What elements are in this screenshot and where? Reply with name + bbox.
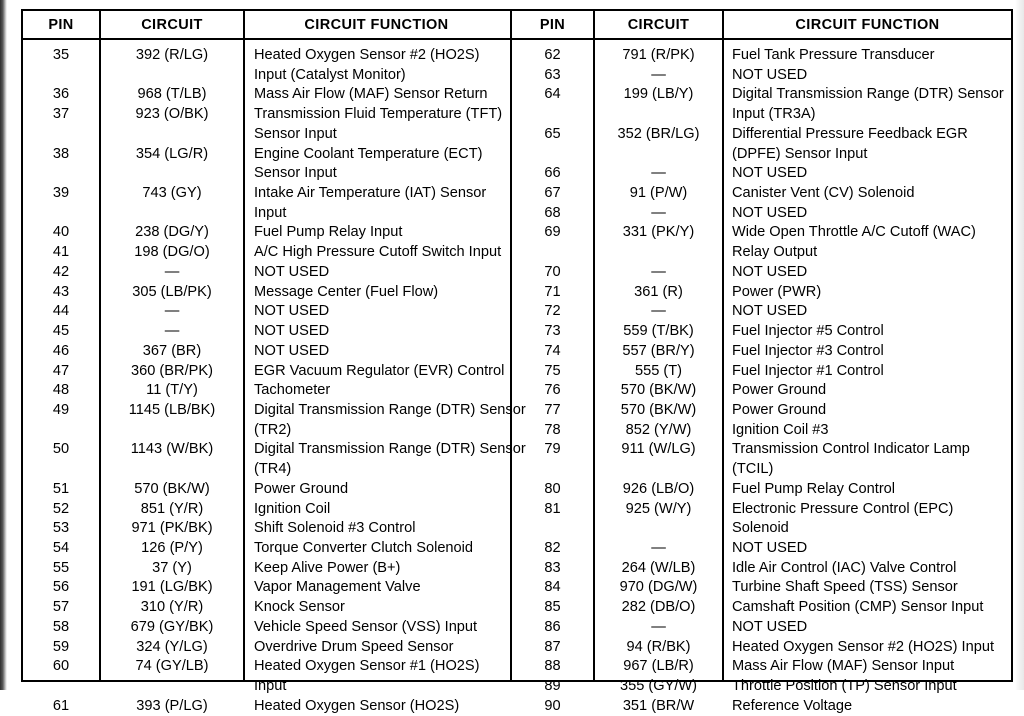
cell-pin: 74 [544,342,561,359]
column-header-circuit-right: CIRCUIT [593,11,722,38]
table-header-row-right [512,11,1011,40]
cell-circuit-function: Message Center (Fuel Flow) [254,283,439,300]
cell-pin: 73 [544,323,561,340]
cell-circuit-function: Input [254,204,287,221]
cell-circuit [101,421,243,441]
cell-pin: 71 [544,283,561,300]
cell-circuit-function: Shift Solenoid #3 Control [254,520,416,537]
cell-pin: 37 [52,106,70,123]
cell-pin: 64 [544,86,561,103]
cell-circuit [101,125,243,145]
cell-pin: 66 [544,165,561,182]
cell-circuit-function: NOT USED [732,66,808,83]
cell-pin: 62 [544,47,561,63]
cell-circuit-function: Tachometer [254,382,331,399]
cell-circuit: 559 (T/BK) [623,323,694,340]
cell-pin [23,421,99,441]
pin-assignment-table [21,9,1013,714]
cell-circuit-function: Transmission Control Indicator Lamp [732,441,970,458]
cell-pin: 38 [52,145,70,162]
cell-circuit-function: Vehicle Speed Sensor (VSS) Input [254,618,478,635]
cell-pin: 69 [544,224,561,241]
cell-circuit-function: NOT USED [732,618,808,635]
cell-circuit [101,460,243,480]
cell-pin [23,164,99,184]
column-circuit-right [593,40,722,714]
table-half-left [23,11,526,714]
cell-circuit [101,677,243,697]
cell-pin: 55 [52,559,70,576]
cell-circuit-function: Camshaft Position (CMP) Sensor Input [732,599,984,616]
cell-circuit-function: Fuel Injector #3 Control [732,342,884,359]
cell-circuit-function: NOT USED [254,263,330,280]
cell-pin: 59 [52,638,70,655]
cell-circuit: 238 (DG/Y) [135,224,209,241]
cell-circuit-function: Heated Oxygen Sensor #2 (HO2S) [254,47,480,63]
cell-circuit: 331 (PK/Y) [622,224,695,241]
cell-pin: 48 [52,382,70,399]
cell-circuit: 310 (Y/R) [140,599,204,616]
cell-pin: 85 [544,599,561,616]
cell-pin: 52 [52,500,70,517]
cell-circuit-function: Power Ground [254,480,349,497]
cell-circuit-function: Throttle Position (TP) Sensor Input [732,678,957,694]
cell-circuit [595,519,722,539]
table-header-row-left [23,11,510,40]
cell-circuit-function: Torque Converter Clutch Solenoid [254,539,474,556]
cell-circuit: 393 (P/LG) [136,697,208,714]
cell-circuit: 94 (R/BK) [626,638,691,655]
cell-circuit-function: Relay Output [732,244,818,261]
cell-pin: 41 [52,244,70,261]
cell-circuit: 911 (W/LG) [621,441,696,458]
cell-pin: 78 [544,421,561,438]
cell-pin: 56 [52,579,70,596]
cell-circuit-function: Power Ground [732,401,827,418]
cell-circuit: 968 (T/LB) [137,86,207,103]
cell-pin [23,125,99,145]
cell-circuit: — [164,323,180,340]
cell-circuit-function: NOT USED [254,323,330,340]
cell-circuit-function: Mass Air Flow (MAF) Sensor Return [254,86,488,103]
cell-circuit-function: NOT USED [732,263,808,280]
table-body-left [23,40,526,714]
cell-pin [512,105,593,125]
cell-circuit [595,105,722,125]
cell-circuit: 923 (O/BK) [135,106,209,123]
cell-circuit: 74 (GY/LB) [135,658,209,675]
cell-pin [23,460,99,480]
cell-circuit: 925 (W/Y) [625,500,692,517]
cell-circuit: 570 (BK/W) [620,401,697,418]
cell-circuit: 555 (T) [634,362,683,379]
cell-circuit-function: NOT USED [732,204,808,221]
cell-circuit: 367 (BR) [142,342,202,359]
column-circuit-function-left [243,40,526,714]
cell-pin: 76 [544,382,561,399]
cell-pin: 67 [544,185,561,202]
cell-circuit-function: Differential Pressure Feedback EGR [732,125,968,142]
cell-pin: 63 [544,66,561,83]
table-half-right [510,11,1011,714]
cell-circuit: 354 (LG/R) [135,145,209,162]
cell-circuit-function: Fuel Injector #5 Control [732,323,884,340]
cell-pin [512,145,593,165]
cell-circuit: 191 (LG/BK) [131,579,213,596]
cell-pin: 88 [544,658,561,675]
cell-circuit-function: Ignition Coil #3 [732,421,829,438]
cell-circuit-function: EGR Vacuum Regulator (EVR) Control [254,362,505,379]
column-pin-left [23,40,99,714]
cell-circuit-function: Fuel Pump Relay Control [732,480,896,497]
cell-circuit-function: Vapor Management Valve [254,579,421,596]
cell-pin: 68 [544,204,561,221]
cell-circuit-function: (TR2) [254,421,292,438]
cell-pin [23,204,99,224]
cell-circuit: 743 (GY) [142,185,202,202]
column-header-circuit-function-right: CIRCUIT FUNCTION [722,11,1011,38]
cell-pin: 75 [544,362,561,379]
cell-pin: 79 [544,441,561,458]
cell-circuit-function: (DPFE) Sensor Input [732,145,868,162]
cell-circuit-function: Input (TR3A) [732,106,816,123]
cell-circuit [595,460,722,480]
cell-circuit: 926 (LB/O) [622,480,695,497]
cell-circuit-function: A/C High Pressure Cutoff Switch Input [254,244,502,261]
column-circuit-function-right [722,40,1011,714]
cell-circuit-function: Mass Air Flow (MAF) Sensor Input [732,658,955,675]
column-circuit-left [99,40,243,714]
cell-circuit-function: NOT USED [254,303,330,320]
cell-circuit-function: Heated Oxygen Sensor #2 (HO2S) Input [732,638,995,655]
cell-circuit-function: Ignition Coil [254,500,331,517]
column-header-circuit-left: CIRCUIT [99,11,243,38]
cell-pin: 90 [544,697,561,714]
cell-circuit-function: Fuel Tank Pressure Transducer [732,47,935,63]
cell-circuit: — [651,618,666,635]
cell-circuit-function: NOT USED [732,165,808,182]
cell-pin: 86 [544,618,561,635]
cell-circuit-function: Knock Sensor [254,599,345,616]
cell-circuit-function: Canister Vent (CV) Solenoid [732,185,915,202]
cell-circuit-function: Fuel Pump Relay Input [254,224,403,241]
cell-pin: 40 [52,224,70,241]
cell-circuit [101,204,243,224]
cell-circuit-function: Heated Oxygen Sensor #1 (HO2S) [254,658,480,675]
cell-circuit [101,66,243,86]
cell-circuit-function: NOT USED [732,539,808,556]
cell-circuit-function: Power Ground [732,382,827,399]
cell-pin: 47 [52,362,70,379]
cell-pin [512,243,593,263]
cell-circuit-function: (TR4) [254,461,292,478]
cell-circuit: 679 (GY/BK) [130,618,214,635]
cell-circuit: — [651,263,666,280]
cell-pin: 39 [52,185,70,202]
cell-pin: 77 [544,401,561,418]
cell-pin: 87 [544,638,561,655]
cell-circuit-function: Power (PWR) [732,283,822,300]
cell-circuit: 360 (BR/PK) [131,362,213,379]
cell-circuit: 851 (Y/R) [140,500,204,517]
cell-circuit-function: Digital Transmission Range (DTR) Sensor [254,441,526,458]
table-body-right [512,40,1011,714]
cell-circuit: 11 (T/Y) [146,382,198,399]
cell-pin [512,460,593,480]
cell-pin: 82 [544,539,561,556]
cell-circuit: 971 (PK/BK) [131,520,213,537]
cell-circuit: — [651,165,666,182]
cell-circuit: 351 (BR/W [622,697,695,714]
cell-circuit: — [164,263,180,280]
cell-circuit-function: Sensor Input [254,165,337,182]
cell-circuit-function: Intake Air Temperature (IAT) Sensor [254,185,487,202]
cell-pin: 42 [52,263,70,280]
cell-circuit: 557 (BR/Y) [622,342,695,359]
cell-circuit: 324 (Y/LG) [136,638,208,655]
cell-pin: 45 [52,323,70,340]
cell-circuit: — [651,66,666,83]
cell-pin: 60 [52,658,70,675]
cell-pin: 89 [544,678,561,694]
cell-circuit-function: Digital Transmission Range (DTR) Sensor [732,86,1004,103]
cell-pin: 36 [52,86,70,103]
column-header-pin-left: PIN [48,16,74,33]
cell-circuit: 970 (DG/W) [619,579,698,596]
cell-pin: 35 [52,47,70,63]
cell-pin: 58 [52,618,70,635]
cell-pin: 80 [544,480,561,497]
cell-circuit-function: Keep Alive Power (B+) [254,559,401,576]
cell-circuit: 392 (R/LG) [135,47,209,63]
cell-circuit-function: Heated Oxygen Sensor (HO2S) [254,697,460,714]
cell-pin [23,677,99,697]
cell-pin: 81 [544,500,561,517]
cell-circuit [595,243,722,263]
cell-circuit-function: Input (Catalyst Monitor) [254,66,406,83]
cell-pin: 72 [544,303,561,320]
cell-pin: 50 [52,441,70,458]
cell-circuit: — [164,303,180,320]
cell-pin: 46 [52,342,70,359]
cell-pin: 83 [544,559,561,576]
cell-pin [23,66,99,86]
cell-pin: 44 [52,303,70,320]
cell-circuit: 1143 (W/BK) [130,441,214,458]
column-header-circuit-function-left: CIRCUIT FUNCTION [243,11,508,38]
cell-circuit: 852 (Y/W) [625,421,692,438]
cell-circuit-function: Fuel Injector #1 Control [732,362,884,379]
cell-circuit: 126 (P/Y) [141,539,203,556]
cell-pin: 70 [544,263,561,280]
cell-circuit-function: Turbine Shaft Speed (TSS) Sensor [732,579,958,596]
cell-pin: 65 [544,125,561,142]
cell-circuit-function: Digital Transmission Range (DTR) Sensor [254,401,526,418]
cell-pin [512,519,593,539]
cell-circuit: 91 (P/W) [629,185,688,202]
cell-circuit-function: Input [254,678,287,694]
cell-circuit [101,164,243,184]
cell-circuit: 282 (DB/O) [621,599,696,616]
cell-circuit-function: Sensor Input [254,125,337,142]
cell-circuit: 264 (W/LB) [621,559,696,576]
cell-circuit: 1145 (LB/BK) [128,401,216,418]
cell-circuit: — [651,204,666,221]
cell-circuit: — [651,539,666,556]
cell-circuit: 967 (LB/R) [623,658,694,675]
cell-circuit-function: Reference Voltage [732,697,853,714]
cell-circuit-function: Solenoid [732,520,789,537]
cell-circuit-function: Electronic Pressure Control (EPC) [732,500,954,517]
cell-circuit-function: NOT USED [254,342,330,359]
cell-pin: 43 [52,283,70,300]
cell-circuit-function: Wide Open Throttle A/C Cutoff (WAC) [732,224,976,241]
cell-circuit: 355 (GY/W) [619,678,698,694]
cell-circuit: 352 (BR/LG) [617,125,700,142]
cell-circuit-function: NOT USED [732,303,808,320]
cell-circuit: 199 (LB/Y) [623,86,694,103]
cell-circuit-function: Overdrive Drum Speed Sensor [254,638,454,655]
cell-pin: 84 [544,579,561,596]
cell-pin: 61 [52,697,70,714]
cell-pin: 57 [52,599,70,616]
cell-circuit: 570 (BK/W) [134,480,210,497]
cell-circuit: 305 (LB/PK) [132,283,212,300]
cell-circuit: 791 (R/PK) [622,47,695,63]
cell-pin: 53 [52,520,70,537]
cell-circuit-function: Transmission Fluid Temperature (TFT) [254,106,503,123]
cell-circuit: — [651,303,666,320]
cell-circuit-function: Idle Air Control (IAC) Valve Control [732,559,957,576]
cell-pin: 49 [52,401,70,418]
cell-circuit-function: Engine Coolant Temperature (ECT) [254,145,483,162]
cell-circuit: 570 (BK/W) [620,382,697,399]
cell-circuit: 37 (Y) [152,559,192,576]
cell-circuit [595,145,722,165]
cell-circuit: 361 (R) [634,283,683,300]
cell-pin: 51 [52,480,70,497]
cell-circuit: 198 (DG/O) [134,244,210,261]
column-header-pin-right: PIN [539,16,566,33]
column-pin-right [512,40,593,714]
cell-circuit-function: (TCIL) [732,461,774,478]
cell-pin: 54 [52,539,70,556]
